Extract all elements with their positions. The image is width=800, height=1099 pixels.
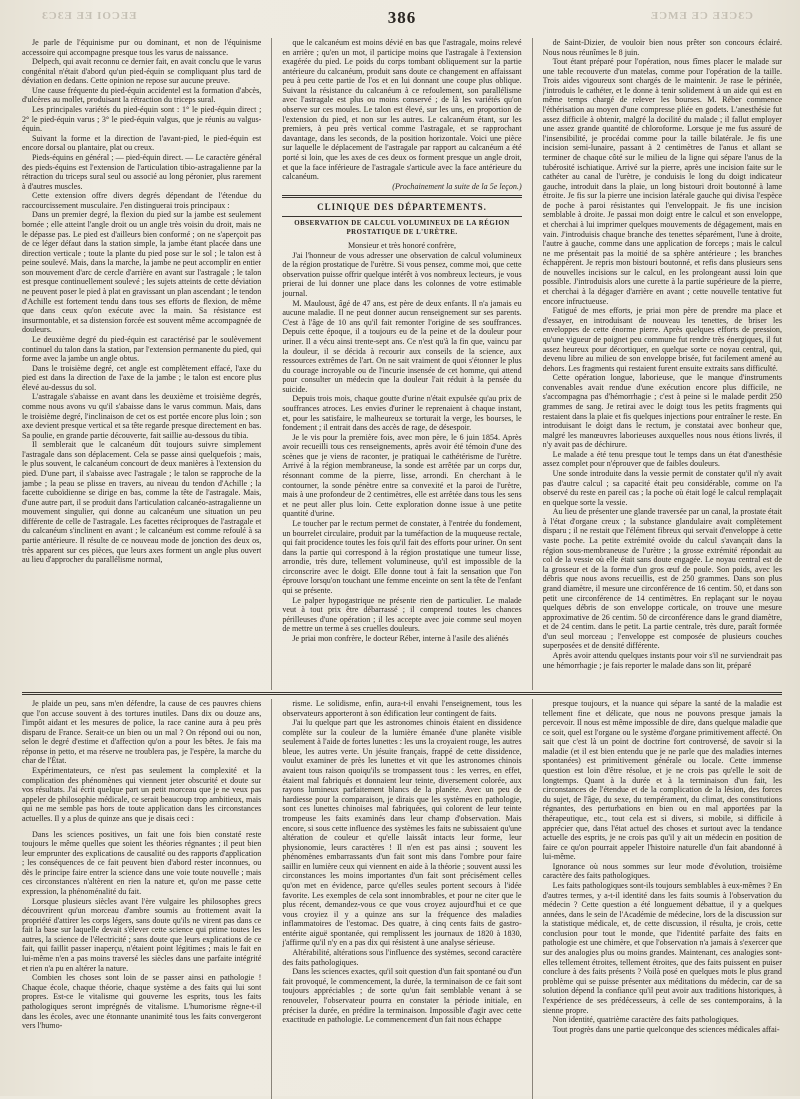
paragraph: presque toujours, et la nuance qui sépare la santé de la maladie est tellement fine et délicate, que nous ne pouvons presque jamais la percevoir. Il nous est même impossible de dire, dans quelque maladie que ce soit, quel est l'organe ou le système d'organe primitivement affecté. On sait que c'est là un point de doctrine fort controversé, de savoir si la maladie (et il est bien entendu que je ne parle que des maladies internes spontanées) est primitivement générale ou locale. Cette immense question est loin d'être résolue, et je ne crois pas qu'elle le soit de longtemps. Quant à la durée et à la terminaison d'un fait, les circonstances de l'étendue et de la complication de la lésion, des forces du sujet, de l'âge, du sexe, du tempérament, du climat, des constitutions régnantes, des perturbations en bien ou en mal apportées par la thérapeutique, etc., tout cela est si divers, si mobile, si difficile à apprécier que, dans l'état actuel des choses et surtout avec la tendance actuelle des esprits, je ne crois pas qu'il y ait un médecin en position de faire ce qu'on pourrait appeler l'histoire naturelle d'un fait abandonné à lui-même. (542, 699, 782, 862)
paragraph: Suivant la forme et la direction de l'avant-pied, le pied-équin est encore dorsal ou plantaire, plat ou creux. (22, 133, 262, 153)
paragraph: J'ai l'honneur de vous adresser une observation de calcul volumineux de la région prostatique de l'urètre. Si vous pensez, comme moi, que cette observation puisse offrir quelque intérêt à vos nombreux lecteurs, je vous prierai de lui donner une place dans les colonnes de votre estimable journal. (282, 250, 522, 299)
page-number: 386 (387, 8, 417, 27)
section-divider (282, 216, 521, 217)
paragraph: Une sonde introduite dans la vessie permit de constater qu'il n'y avait pas d'autre calcul ; sa capacité était peu considérable, comme on l'a observé du reste en pareil cas ; la poche où était logé le calcul remplaçait en quelque sorte la vessie. (542, 469, 782, 507)
paragraph: Dans le troisième degré, cet angle est complètement effacé, l'axe du pied est dans la direction de l'axe de la jambe ; le talon est encore plus élevé au-dessus du sol. (22, 363, 262, 392)
paragraph: Je plaide un peu, sans m'en défendre, la cause de ces pauvres chiens que l'on accuse souvent à des tortures inutiles. Dans dix ou douze ans, l'impôt aidant et les mesures de police, la race canine aura à peu près disparu de France. Serait-ce un bien ou un mal ? On répond oui ou non, selon le degré d'estime et d'affection qu'on a pour les bêtes. Je fais ma réponse in petto, et ma réserve ne troublera pas, je l'espère, la marche du char de l'État. (22, 699, 262, 766)
feuilleton-divider (22, 692, 782, 695)
paragraph: Ignorance où nous sommes sur leur mode d'évolution, troisième caractère des faits pathologiques. (542, 861, 782, 881)
paragraph: Dans les sciences positives, un fait une fois bien constaté reste toujours le même quelles que soient les théories régnantes ; il peut bien leur emprunter des explications de causalité ou des rapports d'application ; les conséquences de ce fait peuvent bien d'abord rester inconnues, ou dès le principe faire entrer la science dans une voie toute nouvelle ; mais ces circonstances n'altèrent en rien la nature et, qu'on me passe cette expression, la phénoménalité du fait. (22, 829, 262, 896)
column-1 (22, 38, 261, 690)
paragraph: Dans un premier degré, la flexion du pied sur la jambe est seulement bornée ; elle atteint l'angle droit ou un angle très voisin du droit, mais ne le dépasse pas. Le pied est d'ailleurs bien conformé ; on ne s'aperçoit pas de ce léger défaut dans la station simple, la jambe étant placée dans une direction verticale ; toute la plante du pied pose sur le sol ; le talon est à peine soulevé. Mais, dans la marche, la jambe ne peut accomplir en entier son mouvement d'arc de cercle d'arrière en avant sur l'astragale ; le talon est presque continuellement soulevé ; les sujets atteints de cette déviation ne peuvent poser le pied à plat en gravissant un plan ascendant ; le tendon d'Achille est fortement tendu dans tous ses efforts de flexion, de même que dans ceux qu'on exécute avec la main. Sa résistance est insurmontable, et sa distension forcée est souvent même accompagnée de douleurs. (22, 210, 262, 335)
paragraph: de Saint-Dizier, de vouloir bien nous prêter son concours éclairé. Nous nous réunîmes le 8 juin. (542, 38, 782, 57)
paragraph: Le palper hypogastrique ne présente rien de particulier. Le malade veut à tout prix être débarrassé ; il comprend toutes les chances périlleuses d'une opération ; il les accepte avec joie comme seul moyen de mettre un terme à ses cruelles douleurs. (282, 595, 522, 634)
paragraph: Cette extension offre divers degrés dépendant de l'étendue du raccourcissement musculaire. J'en distinguerai trois principaux : (22, 191, 262, 210)
feuilleton-column-3 (543, 699, 782, 1099)
paragraph: Non identité, quatrième caractère des faits pathologiques. (552, 1015, 739, 1025)
paragraph: Une cause fréquente du pied-équin accidentel est la formation d'abcès, d'ulcères au mollet, produisant la rétraction du triceps sural. (22, 85, 262, 105)
paragraph: Pieds-équins en général ; — pied-équin direct. — Le caractère général des pieds-équins est l'extension de l'articulation tibio-astragalienne par la rétraction du triceps sural seul ou associé au long péronier, plus rarement à d'autres muscles. (22, 152, 262, 191)
paragraph: Monsieur et très honoré confrère, (347, 241, 457, 251)
upper-section (22, 38, 782, 690)
paragraph: Le malade a été tenu presque tout le temps dans un état d'anesthésie assez complet pour n'éprouver que de faibles douleurs. (542, 449, 782, 469)
paragraph: Le deuxième degré du pied-équin est caractérisé par le soulèvement continuel du talon dans la station, par l'extension permanente du pied, qui forme avec la jambe un angle obtus. (22, 334, 262, 364)
continued-note: (Prochainement la suite de la 5e leçon.) (392, 181, 522, 191)
bleed-through-text: ƎƆMƎ ƎƆ ƎƎƆƐƆ (650, 10, 754, 22)
section-divider (282, 195, 521, 198)
paragraph: Je le vis pour la première fois, avec mon père, le 6 juin 1854. Après avoir recueilli tous ces renseignements, après avoir été témoin d'une des scènes que je viens de raconter, je pratiquai le cathétérisme de l'urètre. Arrivé à la région membraneuse, la sonde est arrêtée par un corps dur, résonnant comme de la pierre, lisse, arrondi. En cherchant à le contourner, la sonde pénètre entre sa convexité et la paroi de l'urètre, mais à une profondeur de 2 centimètres, elle est arrêtée dans tous les sens et ne peut aller plus loin. Cette exploration donne issue à une petite quantité d'urine. (282, 432, 522, 519)
paragraph: Le toucher par le rectum permet de constater, à l'entrée du fondement, un bourrelet circulaire, produit par la tuméfaction de la muqueuse rectale, qui fait procidence toutes les fois qu'il fait des efforts pour uriner. On sent dans la partie qui correspond à la région prostatique une tumeur lisse, arrondie, très dure, tellement volumineuse, qu'il est impossible de la circonscrire avec le doigt. Elle donne tout à fait la sensation que l'on éprouve lorsqu'on touchant une femme enceinte on sent la tête de l'enfant qui se présente. (282, 518, 522, 595)
paragraph: Après avoir attendu quelques instants pour voir s'il ne surviendrait pas une hémorrhagie ; je fais reporter le malade dans son lit, préparé (542, 651, 782, 670)
column-3 (543, 38, 782, 690)
feuilleton-column-2 (282, 699, 521, 1099)
paragraph: Lorsque plusieurs siècles avant l'ère vulgaire les philosophes grecs découvrirent qu'un morceau d'ambre soumis au frottement avait la propriété d'attirer les corps légers, sans doute qu'ils ne virent pas dans ce fait la base sur laquelle devait s'élever cette science qui prime toutes les autres, la science de l'électricité ; sans doute que leurs explications de ce fait, qui faillit passer inaperçu, n'étaient point légitimes ; mais le fait en lui-même n'en a pas moins traversé les siècles dans une parfaite intégrité et rien n'a pu en altérer la nature. (22, 896, 262, 973)
paragraph: Au lieu de présenter une glande traversée par un canal, la prostate était à l'état d'organe creux ; la substance glandulaire avait complètement disparu ; il ne restait que l'élément fibreux qui servait d'enveloppe à cette vaste poche. La petite extrémité ovoïde du calcul s'avançait dans la région sous-membraneuse de l'urètre ; la grosse extrémité répondait au col de la vessie où elle était sans doute engagée. Le noyau central est de la grosseur et de la forme d'un gros œuf de poule. Son poids, avec les débris que nous avons recueillis, est de 250 grammes. Dans son plus grand diamètre, il mesure une circonférence de 16 centim. 50, et dans son petit une circonférence de 14 centimètres. En replaçant sur le noyau quelques débris de son enveloppe corticale, on trouve une mesure approximative de 26 centim. 50 de circonférence dans le grand diamètre, et de 24 centim. dans le petit. La partie centrale, très dure, paraît formée d'un seul morceau ; l'enveloppe est composée de plusieurs couches superposées et de densité différente. (542, 507, 782, 651)
paragraph: Les principales variétés du pied-équin sont : 1° le pied-équin direct ; 2° le pied-équin varus ; 3° le pied-équin valgus, que je réunis au valgus-équin. (22, 105, 262, 134)
paragraph: Tout progrès dans une partie quelconque des sciences médicales affai- (552, 1024, 780, 1034)
feuilleton-section (22, 699, 782, 1099)
paragraph: risme. Le solidisme, enfin, aura-t-il envahi l'enseignement, tous les observateurs apporteront à son édification leur contingent de faits. (282, 699, 522, 718)
column-2 (282, 38, 521, 690)
paragraph: Les faits pathologiques sont-ils toujours semblables à eux-mêmes ? En d'autres termes, y a-t-il identité dans les faits soumis à l'observation du médecin ? Cette question a été longuement débattue, il y a quelques années, dans le sein de l'Académie de médecine, lors de la discussion sur la statistique médicale, et, de cette discussion, il résulta, je crois, cette conclusion pour tout le monde, que l'identité parfaite des faits en pathologie est une chimère, et que l'observation n'a jamais à s'exercer que sur des analogies plus ou moins grandes. Maintenant, ces analogies sont-elles tellement étroites, tellement étroites, que des faits puissent en puiser conclure à des faits présents ? Voilà posé en quelques mots le plus grand problème qui se puisse présenter aux méditations du médecin, car de sa solution dépend la confiance qu'il peut avoir aux traditions historiques, à l'expérience de ses prédécesseurs, à celle de ses contemporains, à la sienne propre. (542, 880, 782, 1015)
bleed-through-text: ƐƆƐƎ ƎƎ IOƆƎƎ (42, 10, 138, 22)
paragraph: Fatigué de mes efforts, je priai mon père de prendre ma place et d'essayer, en introduisant de nouveau les tenettes, de briser les enveloppes de cette énorme pierre. Après quelques efforts de pression, qu'une vigueur de poignet peu commune fut rendre très énergiques, il fut assez heureux pour décortiquer, en quelque sorte ce noyau central, qui, devenu libre au milieu de son enveloppe brisée, fut facilement amené au dehors. Les fragments qui restaient furent ensuite extraits sans difficulté. (542, 306, 782, 373)
paragraph: Je priai mon confrère, le docteur Réber, interne à l'asile des aliénés (292, 633, 509, 643)
paragraph: Dans les sciences exactes, qu'il soit question d'un fait spontané ou d'un fait provoqué, le commencement, la durée, la terminaison de ce fait sont toujours appréciables ; de sorte qu'un fait semblable venant à se renouveler, l'observateur pourra en constater la période initiale, en préciser la durée, en prédire la terminaison. Impossible d'agir avec cette exactitude en pathologie. Le commencement d'un fait nous échappe (282, 967, 522, 1025)
column-divider (271, 38, 272, 690)
paragraph: Delpech, qui avait reconnu ce dernier fait, en avait conclu que le varus congénital n'était d'abord qu'un pied-équin se compliquant plus tard de déviation en dedans. Cette opinion ne repose sur aucune preuve. (22, 57, 262, 86)
column-divider (532, 699, 533, 1099)
paragraph: Tout étant préparé pour l'opération, nous fîmes placer le malade sur une table recouverte d'un matelas, comme pour l'opération de la taille. Trois aides vigoureux sont chargés de le maintenir. Je rase le périnée, j'introduis le cathéter, et le donne à tenir solidement à un aide qui est en même temps chargé de relever les bourses. M. Réber commence l'éthérisation au moyen d'une compresse pliée en godets. L'anesthésie fut assez difficile à obtenir, malgré la docilité du malade ; il fallut employer une assez grande quantité de chloroforme. Lorsque je me fus assuré de l'insensibilité, je procédai comme pour la taille bilatérale. Je fis une incision semi-lunaire, passant à 2 centimètres de l'anus et allant se terminer de chaque côté sur le milieu de la ligne qui sépare l'anus de la tubérosité ischiatique. Arrivé sur la pierre, après une incision faite sur le cathéter au canal de l'urètre, je conduisis le long du doigt indicateur gauche, introduit dans la plaie, un long bistouri droit boutonné à lame étroite. Je fis sur la pierre une incision latérale gauche qui divisa l'espèce de poche à paroi résistantes qui l'enveloppait. Je fis une incision semblable à droite. Je passai mon doigt entre le calcul et son enveloppe, et cherchai à lui imprimer quelques mouvements de dégagement, mais en vain. J'introduisis chaque branche des tenettes séparément, l'une à droite, l'autre à gauche, comme dans une application de forceps ; mais le calcul ne me présentait pas la moitié de sa sphère antérieure ; les branches échappèrent. Je repris mon bistouri boutonné, et refis dans plusieurs sens de nouvelles incisions sur le calcul, en les prolongeant aussi loin que possible. J'introduisis alors une curette à la partie supérieure de la pierre, et cherchai à la dégager d'arrière en avant ; cette nouvelle tentative fut encore infructueuse. (542, 57, 782, 306)
column-divider (271, 699, 272, 1099)
observation-title: OBSERVATION DE CALCUL VOLUMINEUX DE LA RÉGION PROSTATIQUE DE L'URÈTRE. (294, 219, 510, 236)
section-title: CLINIQUE DES DÉPARTEMENTS. (317, 202, 487, 213)
paragraph: J'ai lu quelque part que les astronomes chinois étaient en dissidence complète sur la couleur de la lumière émanée d'une planète visible seulement à l'aide de fortes lunettes : les uns la croyaient rouge, les autres bleue, les autres verte. Un jésuite français, frappé de cette dissidence, voulut examiner de près les lunettes et vit que les astronomes chinois avaient tous raison quoiqu'ils se trompassent tous : les verres, en effet, étaient mal fabriqués et donnaient leur teinte, diversement colorée, aux rayons lumineux parfaitement blancs de la planète. Avec un peu de hardiesse pour la comparaison, je dirais que les systèmes en pathologie, sont ces lunettes chinoises mal fabriquées, qui colorent de leur teinte trompeuse les faits examinés dans leur champ d'observation. Mais encore, si sous cette influence des systèmes les faits ne subissaient qu'une altération de couleur et qu'elle laissât intacts leur forme, leur physionomie, leurs caractères ! Il n'en est pas ainsi ; souvent les phénomènes embarrassants d'un fait sont mis dans l'ombre pour faire saillir en lumière ceux qui viennent en aide à la théorie ; souvent aussi les circonstances les moins importantes d'un fait sont précisément celles qu'on met en évidence, parce qu'elles seules portent secours à l'idée favorite. Les exemples de cela sont innombrables, et pour ne citer que le plus récent, demandez-vous ce que vous croyez aujourd'hui et ce que vous croyiez il y a quinze ans sur la fréquence des maladies inflammatoires de l'estomac. Des quatre, à cinq cents faits de gastro-entérite aiguë spontanée, qui remplissent les journaux de 1820 à 1830, j'affirme qu'il n'y en a pas dix qui résistent à une analyse sérieuse. (282, 718, 522, 948)
page-header (22, 8, 782, 38)
paragraph: Je parle de l'équinisme pur ou dominant, et non de l'équinisme accessoire qui accompagne presque tous les varus de naissance. (22, 38, 262, 57)
paragraph: M. Mauloust, âgé de 47 ans, est père de deux enfants. Il n'a jamais eu aucune maladie. Il ne peut donner aucun renseignement sur ses parents. C'est à l'âge de 10 ans qu'il fait remonter l'origine de ses souffrances. Depuis cette époque, il a toujours eu de la peine et de la douleur pour uriner. Il a vécu ainsi trente-sept ans. Ce n'est qu'à la fin que, vaincu par la douleur, il se décida à recourir aux conseils de la science, aux ressources extrêmes de l'art. On ne sait vraiment de quoi s'étonner le plus du courage incroyable ou de l'incurie insensée de cet homme, qui attend pour consulter un médecin que la douleur l'ait réduit à la pensée du suicide. (282, 298, 522, 394)
paragraph: Depuis trois mois, chaque goutte d'urine n'était expulsée qu'au prix de souffrances atroces. Les envies d'uriner le reprenaient à chaque instant, et, pour les satisfaire, le malheureux se torturait la verge, les bourses, le fondement ; il entrait dans des accès de rage, de désespoir. (282, 394, 522, 433)
paragraph: Cette opération longue, laborieuse, que le manque d'instruments convenables avait rendue d'une exécution encore plus difficile, ne s'accompagna pas d'hémorrhagie ; c'est à peine si le malade perdit 250 grammes de sang. Je retirai avec le doigt tous les petits fragments qui restaient dans la plaie et fis quelques injections pour entraîner le reste. En introduisant le doigt dans le rectum, je constatai avec bonheur que, malgré les manœuvres laborieuses auxquelles nous nous étions livrés, il n'y avait pas de déchirure. (542, 373, 782, 450)
paragraph: Expérimentateurs, ce n'est pas seulement la complexité et la complication des phénomènes qui viennent jeter obscurité et doute sur vos résultats. J'ai écrit quelque part un petit morceau que je ne veux pas appeler de philosophie médicale, ce serait beaucoup trop ambitieux, mais qui ne me semble pas hors de toute application dans les circonstances actuelles. Il y a plus de quinze ans que je disais ceci : (22, 766, 262, 823)
column-divider (532, 38, 533, 690)
feuilleton-column-1 (22, 699, 261, 1099)
paragraph: que le calcanéum est moins dévié en bas que l'astragale, moins relevé en arrière ; qu'en un mot, il participe moins que l'astragale à l'extension exagérée du pied. Le poids du corps tombant obliquement sur la partie antérieure du calcanéum, produit sans doute ce changement en affaissant peu à peu cette partie de l'os et en lui donnant une coupe plus oblique. Suivant la résistance du calcanéum à ce refoulement, son parallélisme avec l'astragale est plus ou moins conservé ; de là les variétés qu'on observe sur ces moules. Le talon est élevé, sur les uns, en proportion de l'extension du pied, et non sur les autres. Le calcanéum étant, sur les premiers, à peu près vertical comme l'astragale, et se rapprochant davantage, dans les seconds, de la position horizontale. Voici une pièce sur laquelle le déplacement de l'astragale par rapport au calcanéum a été porté si loin, que les axes de ces deux os forment presque un angle droit, et que la face inférieure de l'astragale s'articule avec la face antérieure du calcanéum. (282, 38, 522, 182)
paragraph: Il semblerait que le calcanéum dût toujours suivre simplement l'astragale dans son déplacement. Cela se passe ainsi quelquefois ; mais, le plus souvent, le calcanéum concourt de deux manières à l'extension du pied. D'une part, il s'abaisse avec l'astragale ; le talon se rapproche de la jambe ; la peau se plisse en travers, au niveau du tendon d'Achille ; la facette cuboïdienne se dirige en bas, comme la tête de l'astragale. Mais, d'une autre part, il se produit dans l'articulation calcanéo-astragalienne un mouvement singulier, qui donne au calcanéum une situation un peu différente de celle de l'astragale. Les facettes réciproques de l'astragale et du calcanéum s'inclinent en avant ; le calcanéum est comme refoulé à sa partie antérieure. Il résulte de ce nouveau mode de jonction des deux os, très apparent sur ces pièces, que leurs axes forment un angle plus ouvert au lieu d'approcher du parallélisme normal, (22, 440, 262, 565)
paragraph: Altérabilité, altérations sous l'influence des systèmes, second caractère des faits pathologiques. (282, 948, 522, 967)
paragraph: L'astragale s'abaisse en avant dans les deuxième et troisième degrés, comme nous avons vu qu'il s'abaisse dans le varus commun. Mais, dans le troisième degré, l'inclinaison de cet os est portée encore plus loin ; son axe devient presque vertical et sa tête regarde presque directement en bas. Sa poulie, en grande partie découverte, fait saillie au-dessous du tibia. (22, 392, 262, 440)
paragraph: Combien les choses sont loin de se passer ainsi en pathologie ! Chaque école, chaque théorie, chaque système a des faits qui lui sont propres. Est-ce le vitalisme qui gouverne les esprits, tous les faits pathologiques seront imprégnés de vitalisme. L'humorisme règne-t-il dans les écoles, avec une étonnante unanimité tous les faits convergeront vers l'humo- (22, 973, 262, 1031)
